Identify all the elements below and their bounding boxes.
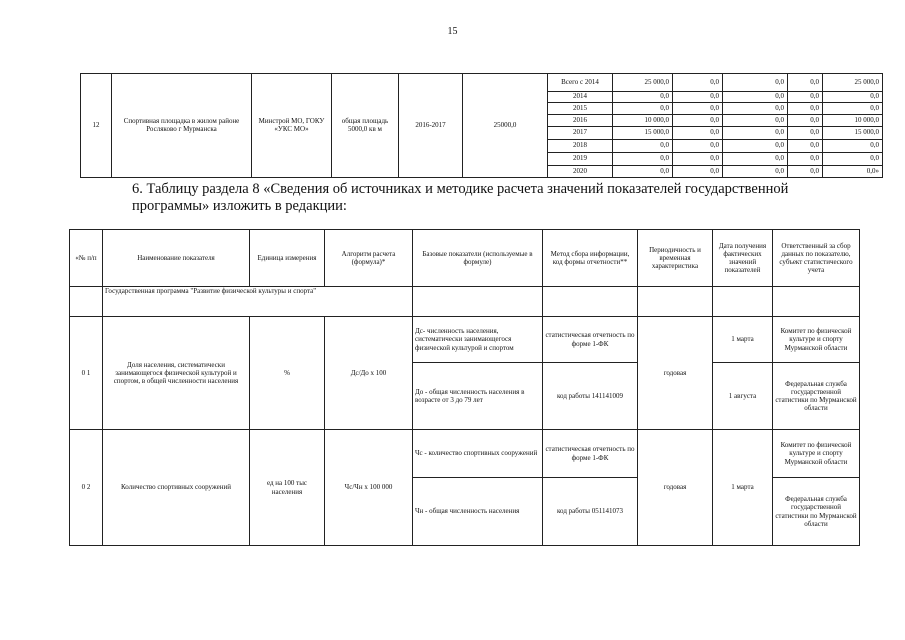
base-indicator: Чс - количество спортивных сооружений [413, 430, 543, 478]
value-cell: 0,0 [723, 140, 788, 153]
value-cell: 0,0 [788, 153, 823, 166]
value-cell: 15 000,0 [613, 127, 673, 140]
value-cell: 0,0 [673, 140, 723, 153]
collection-method: статистическая отчетность по форме 1-ФК [543, 430, 638, 478]
value-cell: 0,0 [723, 166, 788, 178]
value-cell: 0,0 [823, 140, 883, 153]
receive-date: 1 марта [713, 317, 773, 363]
year-cell: 2015 [548, 103, 613, 115]
program-title: Государственная программа "Развитие физической культуры и спорта" [103, 287, 413, 317]
responsible: Федеральная служба государственной статистики по Мурманской области [773, 478, 860, 546]
value-cell: 25 000,0 [613, 74, 673, 92]
value-cell: 0,0 [788, 115, 823, 127]
value-cell: 0,0 [673, 103, 723, 115]
base-indicator: Дс- численность населения, систематически занимающегося физической культурой и спортом [413, 317, 543, 363]
object-name: Спортивная площадка в жилом районе Росляково г Мурманска [112, 74, 252, 178]
value-cell: 0,0 [823, 153, 883, 166]
indicator-no: 0 1 [70, 317, 103, 430]
year-cell: 2019 [548, 153, 613, 166]
value-cell: 0,0 [613, 166, 673, 178]
value-cell: 0,0 [723, 127, 788, 140]
section-paragraph: 6. Таблицу раздела 8 «Сведения об источниках и методике расчета значений показателей государственной программы» изложить в редакции: [132, 181, 789, 214]
indicator-name: Количество спортивных сооружений [103, 430, 250, 546]
value-cell: 0,0 [723, 103, 788, 115]
value-cell: 0,0 [788, 74, 823, 92]
value-cell: 0,0 [673, 153, 723, 166]
page-number: 15 [447, 26, 458, 37]
responsible: Комитет по физической культуре и спорту Мурманской области [773, 317, 860, 363]
value-cell: 0,0 [673, 115, 723, 127]
value-cell: 0,0 [613, 103, 673, 115]
periodicity: годовая [638, 317, 713, 430]
base-indicator: До - общая численность населения в возрасте от 3 до 79 лет [413, 363, 543, 430]
value-cell: 0,0 [788, 127, 823, 140]
receive-date: 1 августа [713, 363, 773, 430]
indicator-unit: ед на 100 тыс населения [250, 430, 325, 546]
header-date: Дата получения фактических значений показателей [713, 230, 773, 287]
value-cell: 25 000,0 [823, 74, 883, 92]
value-cell: 10 000,0 [823, 115, 883, 127]
header-method: Метод сбора информации, код формы отчетности** [543, 230, 638, 287]
header-periodicity: Периодичность и временная характеристика [638, 230, 713, 287]
year-cell: 2017 [548, 127, 613, 140]
value-cell: 0,0 [788, 92, 823, 103]
year-cell: 2018 [548, 140, 613, 153]
periodicity: годовая [638, 430, 713, 546]
indicator-unit: % [250, 317, 325, 430]
header-algorithm: Алгоритм расчета (формула)* [325, 230, 413, 287]
header-base: Базовые показатели (используемые в формуле) [413, 230, 543, 287]
value-cell: 0,0 [613, 153, 673, 166]
value-cell: 0,0 [673, 166, 723, 178]
value-cell: 0,0 [723, 92, 788, 103]
value-cell: 15 000,0 [823, 127, 883, 140]
header-no: «№ п/п [70, 230, 103, 287]
indicator-formula: Дс/До x 100 [325, 317, 413, 430]
collection-method: статистическая отчетность по форме 1-ФК [543, 317, 638, 363]
indicator-no: 0 2 [70, 430, 103, 546]
receive-date: 1 марта [713, 430, 773, 546]
year-cell: 2014 [548, 92, 613, 103]
header-responsible: Ответственный за сбор данных по показателю, субъект статистического учета [773, 230, 860, 287]
value-cell: 0,0 [723, 74, 788, 92]
header-unit: Единица измерения [250, 230, 325, 287]
base-indicator: Чн - общая численность населения [413, 478, 543, 546]
responsible: Комитет по физической культуре и спорту Мурманской области [773, 430, 860, 478]
financing-table [80, 73, 883, 178]
value-cell: 0,0 [613, 140, 673, 153]
value-cell: 0,0 [723, 153, 788, 166]
value-cell: 0,0 [673, 74, 723, 92]
value-cell: 0,0» [823, 166, 883, 178]
executor: Минстрой МО, ГОКУ «УКС МО» [252, 74, 332, 178]
year-cell: 2016 [548, 115, 613, 127]
indicators-table [69, 229, 860, 546]
value-cell: 10 000,0 [613, 115, 673, 127]
indicator-name: Доля населения, систематически занимающегося физической культурой и спортом, в общей численности населения [103, 317, 250, 430]
row-number: 12 [81, 74, 112, 178]
indicator-formula: Чс/Чн x 100 000 [325, 430, 413, 546]
value-cell: 0,0 [788, 103, 823, 115]
value-cell: 0,0 [613, 92, 673, 103]
period: 2016-2017 [399, 74, 463, 178]
year-cell: 2020 [548, 166, 613, 178]
collection-method: код работы 141141009 [543, 363, 638, 430]
header-name: Наименование показателя [103, 230, 250, 287]
value-cell: 0,0 [673, 92, 723, 103]
responsible: Федеральная служба государственной статистики по Мурманской области [773, 363, 860, 430]
year-cell: Всего с 2014 [548, 74, 613, 92]
value-cell: 0,0 [788, 166, 823, 178]
value-cell: 0,0 [723, 115, 788, 127]
collection-method: код работы 051141073 [543, 478, 638, 546]
value-cell: 0,0 [823, 103, 883, 115]
value-cell: 0,0 [788, 140, 823, 153]
cost: 25000,0 [463, 74, 548, 178]
value-cell: 0,0 [823, 92, 883, 103]
capacity: общая площадь 5000,0 кв м [332, 74, 399, 178]
value-cell: 0,0 [673, 127, 723, 140]
